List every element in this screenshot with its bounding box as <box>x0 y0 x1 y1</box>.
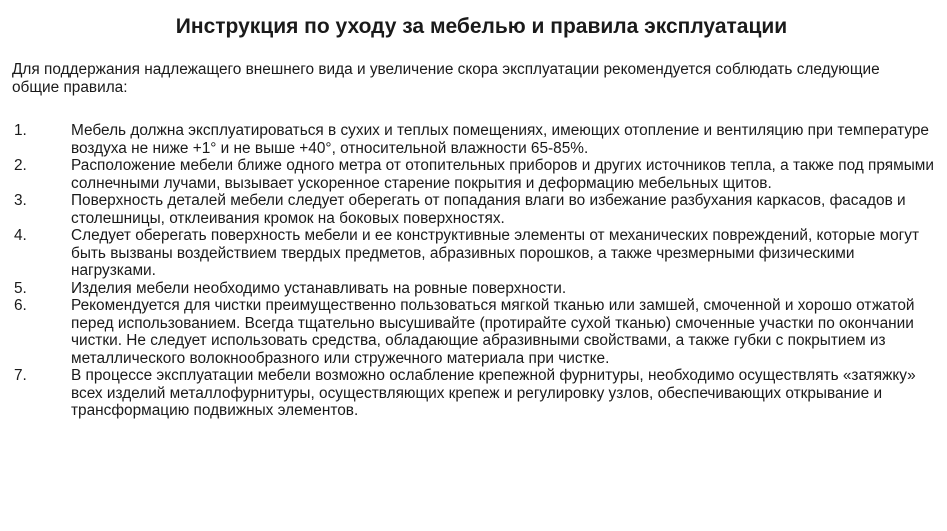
rule-text: Рекомендуется для чистки преимущественно пользоваться мягкой тканью или замшей, смоченной и хорошо отжатой перед использованием. Всегда тщательно высушивайте (протирайте сухой тканью) смоченные участки по окончании чистки. Не следует использовать средства, обладающие абразивными свойствами, а также губки с покрытием из металлического волокнообразного или стружечного материала при чистке. <box>71 297 915 367</box>
rule-text: В процессе эксплуатации мебели возможно ослабление крепежной фурнитуры, необходимо осуществлять «затяжку» всех изделий металлофурнитуры, осуществляющих крепеж и регулировку узлов, обеспечивающих открывание и трансформацию подвижных элементов. <box>71 367 916 419</box>
rule-number: 6. <box>14 297 27 314</box>
rule-text: Расположение мебели ближе одного метра от отопительных приборов и других источников тепла, а также под прямыми солнечными лучами, вызывает ускоренное старение покрытия и деформацию мебельных щитов. <box>71 157 934 192</box>
rule-item-4 <box>12 227 942 280</box>
document-title: Инструкция по уходу за мебелью и правила эксплуатации <box>175 15 788 38</box>
rule-item-6 <box>12 297 942 367</box>
rule-number: 1. <box>14 122 27 139</box>
intro-paragraph: Для поддержания надлежащего внешнего вида и увеличение скора эксплуатации рекомендуется соблюдать следующие общие правила: <box>12 61 880 96</box>
rule-number: 7. <box>14 367 27 384</box>
rule-text: Поверхность деталей мебели следует оберегать от попадания влаги во избежание разбухания каркасов, фасадов и столешницы, отклеивания кромок на боковых поверхностях. <box>71 192 906 227</box>
rule-number: 4. <box>14 227 27 244</box>
rule-item-3 <box>12 192 942 227</box>
rule-item-7 <box>12 367 942 420</box>
rule-text: Следует оберегать поверхность мебели и ее конструктивные элементы от механических повреждений, которые могут быть вызваны воздействием твердых предметов, абразивных порошков, а также чрезмерными физическими нагрузками. <box>71 227 920 279</box>
rule-text: Мебель должна эксплуатироваться в сухих и теплых помещениях, имеющих отопление и вентиляцию при температуре воздуха не ниже +1° и не выше +40°, относительной влажности 65-85%. <box>71 122 929 157</box>
rules-list <box>12 122 942 420</box>
rule-item-1 <box>12 122 942 157</box>
rule-number: 2. <box>14 157 27 174</box>
rule-item-2 <box>12 157 942 192</box>
rule-number: 3. <box>14 192 27 209</box>
rule-item-5 <box>12 280 942 298</box>
rule-number: 5. <box>14 279 27 297</box>
rule-text: Изделия мебели необходимо устанавливать на ровные поверхности. <box>71 279 567 297</box>
